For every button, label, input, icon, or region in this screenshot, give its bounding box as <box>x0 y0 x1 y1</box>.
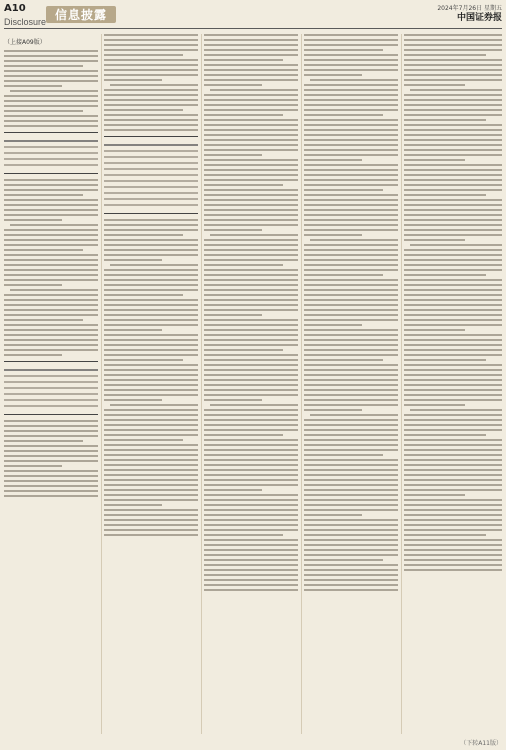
column-divider <box>401 34 402 734</box>
column-divider <box>101 34 102 734</box>
section-label: Disclosure <box>4 17 47 27</box>
body-text <box>304 34 398 736</box>
section-title-badge <box>46 6 116 23</box>
article-column-4 <box>304 34 398 736</box>
column-divider <box>301 34 302 734</box>
page-header <box>0 0 506 34</box>
article-column-5 <box>404 34 502 736</box>
page-number: A10 <box>4 3 26 14</box>
body-text <box>104 34 198 736</box>
body-text <box>204 34 298 736</box>
continued-from: （上接A09版） <box>4 39 46 46</box>
article-column-2 <box>104 34 198 736</box>
continued-note: （下转A11版） <box>460 740 502 747</box>
article-column-1 <box>4 34 98 736</box>
body-text <box>4 50 98 736</box>
data-table <box>4 361 98 415</box>
header-divider <box>4 28 502 29</box>
data-table <box>104 136 198 214</box>
data-table <box>4 132 98 174</box>
article-column-3 <box>204 34 298 736</box>
section-title: 信息披露 <box>54 8 107 22</box>
column-divider <box>201 34 202 734</box>
newspaper-masthead: 中国证券报 <box>456 13 502 23</box>
issue-date: 2024年7月26日 星期五 <box>437 5 502 12</box>
body-text <box>404 34 502 736</box>
